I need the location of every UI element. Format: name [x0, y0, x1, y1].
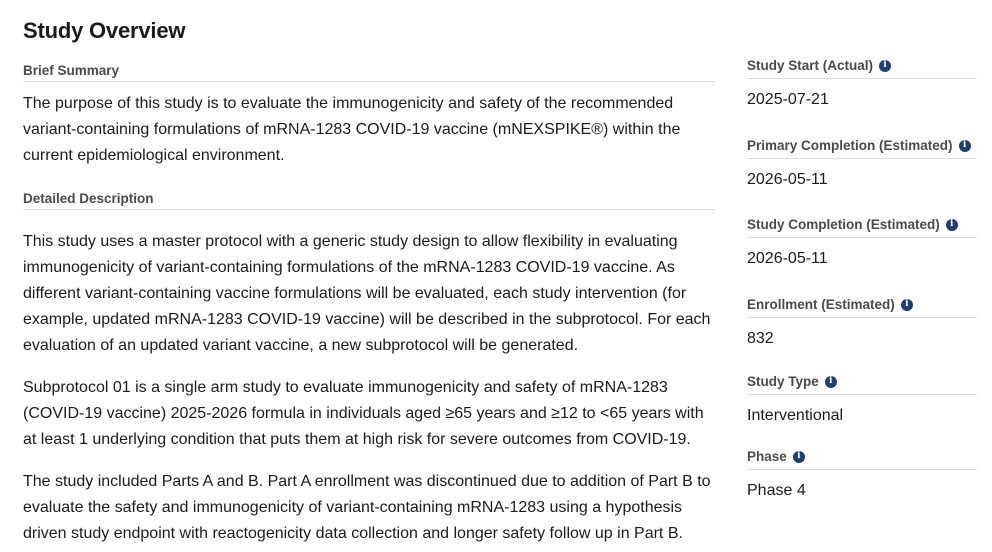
fact-label-text: Enrollment (Estimated) [747, 297, 895, 312]
detailed-description-paragraph-2: Subprotocol 01 is a single arm study to evaluate immunogenicity and safety of mRNA-1283 (COVID-19 vaccine) 2025-2026 formula in individuals aged ≥65 years and ≥12 to <65 years with at least 1 underlying condition that puts them at high risk for severe outcomes from COVID-19. [23, 379, 704, 448]
info-icon[interactable]: i [879, 60, 891, 72]
fact-study-type [747, 374, 977, 425]
detailed-description-paragraph-3: The study included Parts A and B. Part A enrollment was discontinued due to addition of Part B to evaluate the safety and immunogenicity of variant-containing mRNA-1283 using a hypothesis driven study endpoint with reactogenicity data collection and longer safety follow up in Part B. [23, 473, 711, 542]
info-icon[interactable]: i [825, 376, 837, 388]
fact-value: Phase 4 [747, 482, 806, 499]
fact-study-start [747, 58, 977, 109]
page-title: Study Overview [23, 18, 186, 43]
fact-primary-completion [747, 138, 977, 189]
fact-label-text: Study Start (Actual) [747, 58, 874, 73]
fact-label-text: Phase [747, 449, 787, 464]
info-icon[interactable]: i [901, 299, 913, 311]
fact-study-completion [747, 217, 977, 268]
fact-label-text: Study Type [747, 374, 819, 389]
fact-value: 2025-07-21 [747, 91, 829, 108]
fact-label [747, 449, 977, 470]
fact-value: 832 [747, 330, 774, 347]
brief-summary-label: Brief Summary [23, 63, 715, 82]
main-content [23, 63, 715, 552]
fact-enrollment [747, 297, 977, 348]
fact-label-text: Primary Completion (Estimated) [747, 138, 953, 153]
fact-value: Interventional [747, 407, 844, 424]
detailed-description-label: Detailed Description [23, 191, 715, 210]
info-icon[interactable]: i [793, 451, 805, 463]
fact-value: 2026-05-11 [747, 171, 828, 188]
fact-label-text: Study Completion (Estimated) [747, 217, 940, 232]
detailed-description-paragraph-1: This study uses a master protocol with a generic study design to allow flexibility in evaluating immunogenicity of variant-containing formulations of the mRNA-1283 COVID-19 vaccine. As different variant-containing vaccine formulations will be evaluated, each study intervention (for example, updated mRNA-1283 COVID-19 vaccine) will be described in the subprotocol. For each evaluation of an updated variant vaccine, a new subprotocol will be generated. [23, 233, 711, 354]
fact-label [747, 217, 977, 238]
fact-phase [747, 449, 977, 500]
fact-label [747, 138, 977, 159]
fact-value: 2026-05-11 [747, 250, 828, 267]
fact-label [747, 374, 977, 395]
info-icon[interactable]: i [959, 140, 971, 152]
fact-label [747, 58, 977, 79]
fact-label [747, 297, 977, 318]
brief-summary-text: The purpose of this study is to evaluate the immunogenicity and safety of the recommended variant-containing formulations of mRNA-1283 COVID-19 vaccine (mNEXSPIKE®) within the current epidemiological environment. [23, 95, 681, 164]
info-icon[interactable]: i [946, 219, 958, 231]
